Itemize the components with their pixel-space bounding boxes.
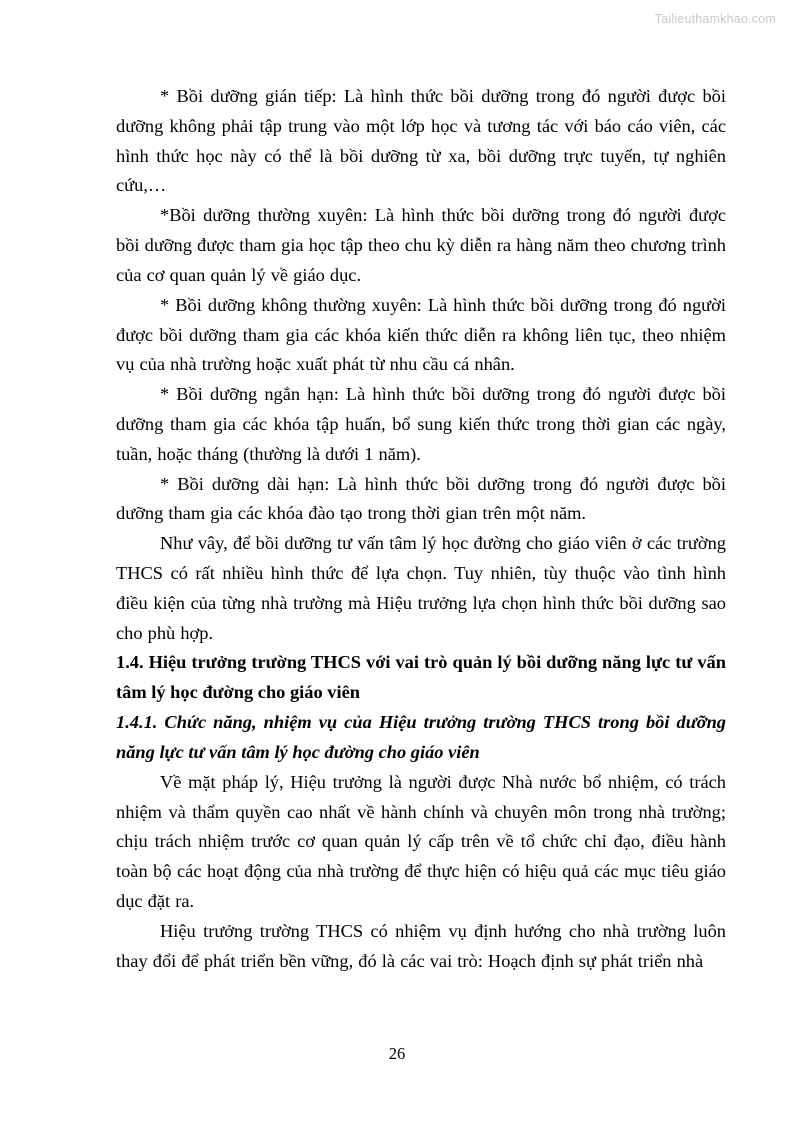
paragraph-boi-duong-gian-tiep: * Bồi dưỡng gián tiếp: Là hình thức bồi dưỡng trong đó người được bồi dưỡng không phải tập trung vào một lớp học và tương tác với báo cáo viên, các hình thức học này có thể là bồi dưỡng từ xa, bồi dưỡng trực tuyến, tự nghiên cứu,… bbox=[116, 86, 726, 196]
paragraph-ve-mat-phap-ly: Về mặt pháp lý, Hiệu trưởng là người được Nhà nước bổ nhiệm, có trách nhiệm và thẩm quyền cao nhất về hành chính và chuyên môn trong nhà trường; chịu trách nhiệm trước cơ quan quản lý cấp trên về tổ chức chỉ đạo, điều hành toàn bộ các hoạt động của nhà trường để thực hiện có hiệu quả các mục tiêu giáo dục đặt ra. bbox=[116, 771, 726, 911]
section-heading-1-4: 1.4. Hiệu trưởng trường THCS với vai trò quản lý bồi dưỡng năng lực tư vấn tâm lý học đường cho giáo viên bbox=[116, 652, 726, 703]
document-body bbox=[116, 82, 726, 976]
page-number: 26 bbox=[388, 1044, 406, 1063]
paragraph-nhiem-vu-hieu-truong: Hiệu trưởng trường THCS có nhiệm vụ định hướng cho nhà trường luôn thay đổi để phát triển bền vững, đó là các vai trò: Hoạch định sự phát triển nhà bbox=[116, 920, 726, 971]
paragraph-ket-luan-hinh-thuc: Như vây, để bồi dưỡng tư vấn tâm lý học đường cho giáo viên ở các trường THCS có rất nhiều hình thức để lựa chọn. Tuy nhiên, tùy thuộc vào tình hình điều kiện của từng nhà trường mà Hiệu trưởng lựa chọn hình thức bồi dưỡng sao cho phù hợp. bbox=[116, 533, 726, 643]
paragraph-boi-duong-dai-han: * Bồi dưỡng dài hạn: Là hình thức bồi dưỡng trong đó người được bồi dưỡng tham gia các khóa đào tạo trong thời gian trên một năm. bbox=[116, 473, 726, 524]
watermark-text: Tailieuthamkhao.com bbox=[654, 12, 776, 26]
section-subheading-1-4-1: 1.4.1. Chức năng, nhiệm vụ của Hiệu trưởng trường THCS trong bồi dưỡng năng lực tư vấn tâm lý học đường cho giáo viên bbox=[116, 712, 726, 762]
paragraph-boi-duong-khong-thuong-xuyen: * Bồi dưỡng không thường xuyên: Là hình thức bồi dưỡng trong đó người được bồi dưỡng tham gia các khóa kiến thức diễn ra không liên tục, theo nhiệm vụ của nhà trường hoặc xuất phát từ nhu cầu cá nhân. bbox=[116, 294, 726, 375]
paragraph-boi-duong-ngan-han: * Bồi dưỡng ngắn hạn: Là hình thức bồi dưỡng trong đó người được bồi dưỡng tham gia các khóa tập huấn, bổ sung kiến thức trong thời gian các ngày, tuần, hoặc tháng (thường là dưới 1 năm). bbox=[116, 384, 726, 464]
paragraph-boi-duong-thuong-xuyen: *Bồi dưỡng thường xuyên: Là hình thức bồi dưỡng trong đó người được bồi dưỡng được tham gia học tập theo chu kỳ diễn ra hàng năm theo chương trình của cơ quan quản lý về giáo dục. bbox=[116, 205, 726, 285]
